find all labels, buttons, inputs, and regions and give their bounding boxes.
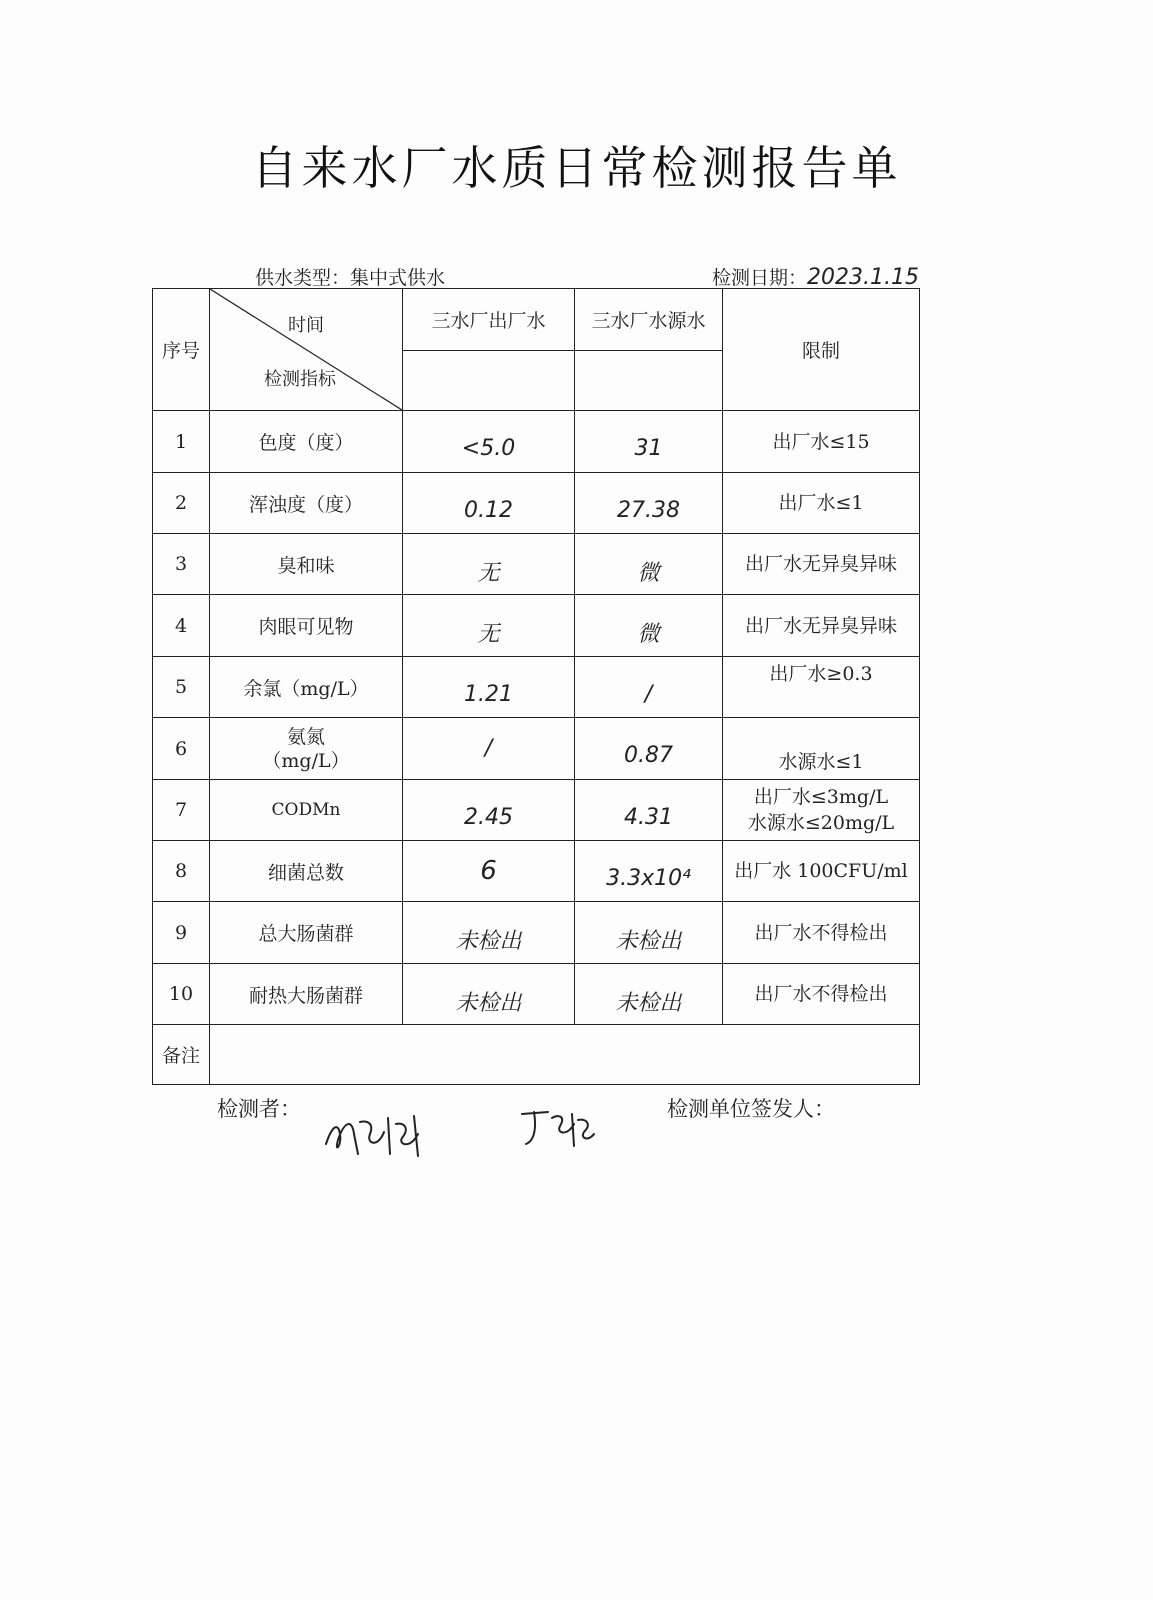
row-item: 肉眼可见物	[210, 595, 403, 657]
page-title: 自来水厂水质日常检测报告单	[251, 141, 902, 195]
row-item: 耐热大肠菌群	[210, 964, 403, 1025]
handwritten-value: 未检出	[455, 929, 522, 954]
row-item: 余氯（mg/L）	[210, 657, 403, 718]
row-limit-text: 水源水≤1	[778, 750, 864, 773]
header-time: 时间	[288, 315, 324, 336]
table-row	[153, 780, 920, 841]
handwritten-value: 31	[634, 436, 663, 461]
row-item: 浑浊度（度）	[210, 473, 403, 534]
row-value-outlet	[403, 780, 575, 841]
handwritten-value: /	[484, 736, 493, 761]
row-value-outlet	[403, 595, 575, 657]
row-value-source	[575, 657, 723, 718]
row-limit	[723, 780, 920, 841]
row-item: CODMn	[210, 780, 403, 841]
table-row	[153, 718, 920, 780]
handwritten-value: 未检出	[615, 990, 682, 1016]
diagonal-line	[210, 289, 402, 410]
row-value-source	[575, 964, 723, 1025]
handwritten-value: 27.38	[617, 497, 680, 523]
row-value-source	[575, 780, 723, 841]
remark-row	[153, 1025, 920, 1085]
table-row	[153, 473, 920, 534]
row-value-source	[575, 841, 723, 902]
handwritten-value: 4.31	[624, 804, 673, 830]
handwritten-value: 微	[637, 622, 660, 647]
handwritten-value: <5.0	[461, 436, 516, 461]
row-limit: 出厂水不得检出	[723, 902, 920, 964]
row-number: 10	[153, 964, 210, 1025]
handwritten-value: 未检出	[615, 929, 682, 954]
row-limit-line1: 出厂水≤3mg/L	[753, 786, 889, 808]
row-value-outlet	[403, 534, 575, 595]
row-item	[210, 718, 403, 780]
row-item: 色度（度）	[210, 411, 403, 473]
row-item: 细菌总数	[210, 841, 403, 902]
row-item: 臭和味	[210, 534, 403, 595]
handwritten-value: /	[644, 681, 653, 707]
row-value-outlet	[403, 718, 575, 780]
remark-content	[210, 1025, 920, 1085]
handwritten-signature-2	[518, 1104, 598, 1154]
inspection-date	[712, 263, 919, 290]
row-number: 9	[153, 902, 210, 964]
row-value-source	[575, 595, 723, 657]
row-limit-line2: 水源水≤20mg/L	[747, 812, 895, 834]
handwritten-value: 6	[480, 856, 497, 886]
handwritten-value: 1.21	[464, 681, 513, 707]
header-seq: 序号	[153, 289, 210, 411]
header-limit: 限制	[723, 289, 920, 411]
handwritten-signature-1	[318, 1104, 428, 1164]
row-value-source	[575, 473, 723, 534]
handwritten-value: 微	[637, 560, 660, 586]
row-item-line2: （mg/L）	[262, 749, 350, 772]
inspector-label: 检测者：	[217, 1097, 301, 1121]
header-col1-empty	[403, 351, 575, 411]
row-limit-text: 出厂水≥0.3	[769, 663, 873, 685]
header-diagonal-cell	[210, 289, 403, 411]
row-limit: 出厂水 100CFU/ml	[723, 841, 920, 902]
handwritten-value: 无	[477, 622, 500, 647]
row-number: 3	[153, 534, 210, 595]
row-number: 4	[153, 595, 210, 657]
row-value-outlet	[403, 411, 575, 473]
header-col2: 三水厂水源水	[575, 289, 723, 351]
row-item: 总大肠菌群	[210, 902, 403, 964]
handwritten-value: 0.12	[464, 497, 513, 523]
row-value-outlet	[403, 841, 575, 902]
table-row	[153, 657, 920, 718]
row-value-outlet	[403, 964, 575, 1025]
table-row	[153, 964, 920, 1025]
row-limit	[723, 718, 920, 780]
issuer-label: 检测单位签发人：	[667, 1097, 835, 1121]
row-number: 7	[153, 780, 210, 841]
row-value-source	[575, 534, 723, 595]
row-limit: 出厂水无异臭异味	[723, 534, 920, 595]
handwritten-value: 未检出	[455, 990, 522, 1016]
row-value-outlet	[403, 657, 575, 718]
report-table	[152, 288, 920, 1085]
table-row	[153, 595, 920, 657]
supply-type: 供水类型：集中式供水	[255, 267, 446, 289]
remark-label: 备注	[153, 1025, 210, 1085]
date-label: 检测日期：	[712, 267, 808, 289]
row-value-outlet	[403, 473, 575, 534]
row-number: 2	[153, 473, 210, 534]
date-value: 2023.1.15	[807, 265, 919, 290]
row-item-line1: 氨氮	[286, 725, 325, 748]
row-number: 8	[153, 841, 210, 902]
row-number: 5	[153, 657, 210, 718]
row-limit: 出厂水≤1	[723, 473, 920, 534]
handwritten-value: 2.45	[464, 804, 513, 830]
table-row	[153, 841, 920, 902]
row-value-source	[575, 902, 723, 964]
handwritten-value: 0.87	[624, 743, 673, 768]
handwritten-value: 3.3x10⁴	[606, 865, 691, 891]
row-value-source	[575, 718, 723, 780]
handwritten-value: 无	[477, 560, 500, 586]
row-limit	[723, 657, 920, 718]
header-col1: 三水厂出厂水	[403, 289, 575, 351]
row-value-source	[575, 411, 723, 473]
table-row	[153, 411, 920, 473]
row-limit: 出厂水不得检出	[723, 964, 920, 1025]
header-row	[153, 289, 920, 351]
header-indicator: 检测指标	[264, 369, 336, 390]
row-number: 6	[153, 718, 210, 780]
header-col2-empty	[575, 351, 723, 411]
row-limit: 出厂水≤15	[723, 411, 920, 473]
row-number: 1	[153, 411, 210, 473]
table-row	[153, 902, 920, 964]
row-limit: 出厂水无异臭异味	[723, 595, 920, 657]
table-row	[153, 534, 920, 595]
row-value-outlet	[403, 902, 575, 964]
